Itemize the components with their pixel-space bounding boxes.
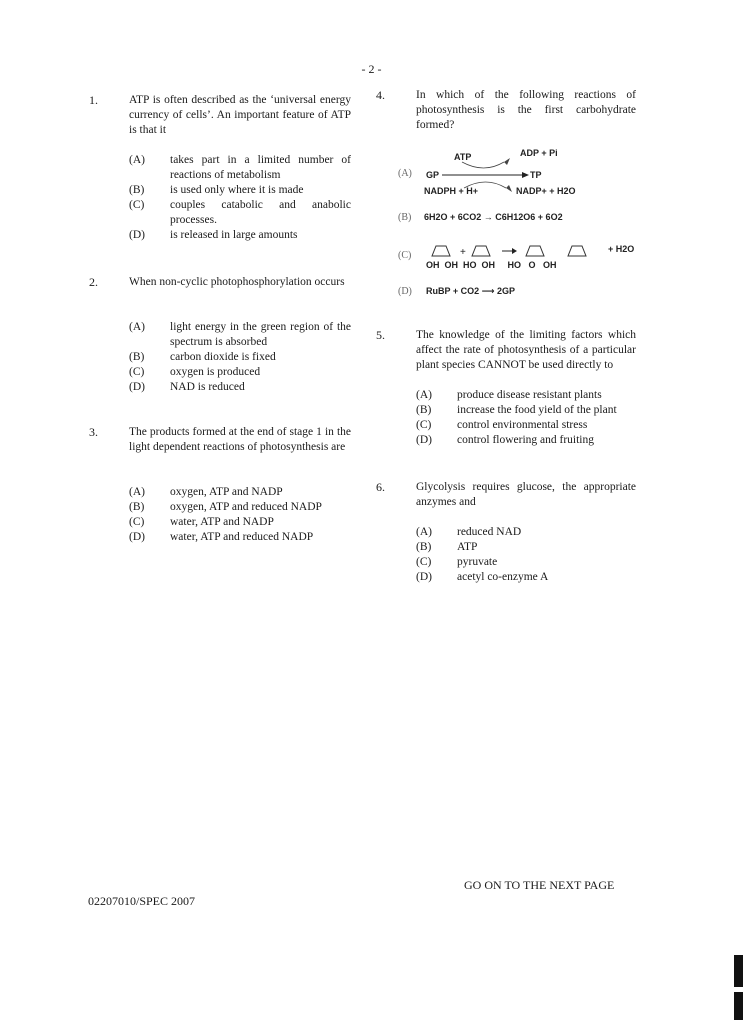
question-stem: When non-cyclic photophosphorylation occurs bbox=[129, 276, 345, 288]
adp-label: ADP + Pi bbox=[520, 148, 558, 158]
next-page-note: GO ON TO THE NEXT PAGE bbox=[464, 878, 615, 892]
question-stem: In which of the following reactions of photosynthesis is the first carbohydrate formed? bbox=[416, 89, 636, 131]
nadph-label: NADPH + H+ bbox=[424, 186, 479, 196]
hydroxyl-groups: OH OH HO OH HO O OH bbox=[426, 260, 557, 270]
question-number: 3. bbox=[89, 425, 98, 439]
option-list bbox=[129, 320, 351, 395]
option-a[interactable]: (A) produce disease resistant plants bbox=[416, 389, 602, 401]
option-c[interactable]: (C) oxygen is produced bbox=[129, 366, 261, 378]
option-b[interactable]: (B) ATP bbox=[416, 541, 478, 553]
question-number: 1. bbox=[89, 93, 98, 107]
option-label: (C) bbox=[398, 250, 412, 261]
question-number: 6. bbox=[376, 480, 385, 494]
nadp-label: NADP+ + H2O bbox=[516, 186, 576, 196]
option-d[interactable]: (D) is released in large amounts bbox=[129, 229, 298, 241]
option-d[interactable]: (D) NAD is reduced bbox=[129, 381, 245, 393]
scan-edge-mark bbox=[734, 992, 743, 1020]
q4-option-a[interactable] bbox=[398, 146, 638, 198]
option-c[interactable]: (C) pyruvate bbox=[416, 556, 498, 568]
option-b[interactable]: (B) increase the food yield of the plant bbox=[416, 404, 617, 416]
option-a[interactable]: (A) light energy in the green region of the spectrum is absorbed bbox=[129, 321, 351, 348]
scan-edge-mark bbox=[734, 955, 743, 987]
ring-structures bbox=[398, 240, 643, 260]
question-stem: The products formed at the end of stage 1 in the light dependent reactions of photosynthesis are bbox=[129, 426, 351, 453]
reaction-equation: 6H2O + 6CO2 → C6H12O6 + 6O2 bbox=[424, 212, 563, 222]
question-stem: Glycolysis requires glucose, the appropriate anzymes and bbox=[416, 481, 636, 508]
question-stem: ATP is often described as the ‘universal energy currency of cells’. An important feature of ATP is that it bbox=[129, 94, 351, 136]
reaction-equation: RuBP + CO2 ⟶ 2GP bbox=[426, 286, 516, 296]
option-list bbox=[416, 388, 638, 448]
atp-label: ATP bbox=[454, 152, 472, 162]
q4-option-b[interactable] bbox=[398, 212, 638, 228]
question-number: 4. bbox=[376, 88, 385, 102]
option-a[interactable]: (A) reduced NAD bbox=[416, 526, 522, 538]
option-b[interactable]: (B) carbon dioxide is fixed bbox=[129, 351, 276, 363]
option-d[interactable]: (D) water, ATP and reduced NADP bbox=[129, 531, 314, 543]
question-stem: The knowledge of the limiting factors which affect the rate of photosynthesis of a particular plant species CANNOT be used directly to bbox=[416, 329, 636, 371]
question-number: 2. bbox=[89, 275, 98, 289]
option-label: (A) bbox=[398, 168, 412, 179]
option-list bbox=[129, 485, 351, 545]
question-number: 5. bbox=[376, 328, 385, 342]
option-d[interactable]: (D) control flowering and fruiting bbox=[416, 434, 595, 446]
reaction-arrows bbox=[398, 146, 638, 198]
option-label: (D) bbox=[398, 286, 412, 297]
option-a[interactable]: (A) oxygen, ATP and NADP bbox=[129, 486, 283, 498]
option-d[interactable]: (D) acetyl co-enzyme A bbox=[416, 571, 549, 583]
q4-option-c[interactable] bbox=[398, 240, 643, 272]
option-list bbox=[129, 153, 351, 243]
water-product: + H2O bbox=[608, 244, 635, 254]
q4-option-d[interactable] bbox=[398, 286, 638, 302]
tp-label: TP bbox=[530, 170, 542, 180]
svg-text:+: + bbox=[460, 247, 466, 258]
option-list bbox=[416, 525, 638, 585]
option-c[interactable]: (C) water, ATP and NADP bbox=[129, 516, 274, 528]
option-label: (B) bbox=[398, 212, 412, 223]
page-number: - 2 - bbox=[361, 62, 382, 76]
option-b[interactable]: (B) is used only where it is made bbox=[129, 184, 304, 196]
paper-code: 02207010/SPEC 2007 bbox=[88, 894, 196, 908]
gp-label: GP bbox=[426, 170, 440, 180]
option-a[interactable]: (A) takes part in a limited number of reactions of metabolism bbox=[129, 154, 351, 181]
option-c[interactable]: (C) control environmental stress bbox=[416, 419, 588, 431]
option-c[interactable]: (C) couples catabolic and anabolic processes. bbox=[129, 199, 351, 226]
option-b[interactable]: (B) oxygen, ATP and reduced NADP bbox=[129, 501, 322, 513]
